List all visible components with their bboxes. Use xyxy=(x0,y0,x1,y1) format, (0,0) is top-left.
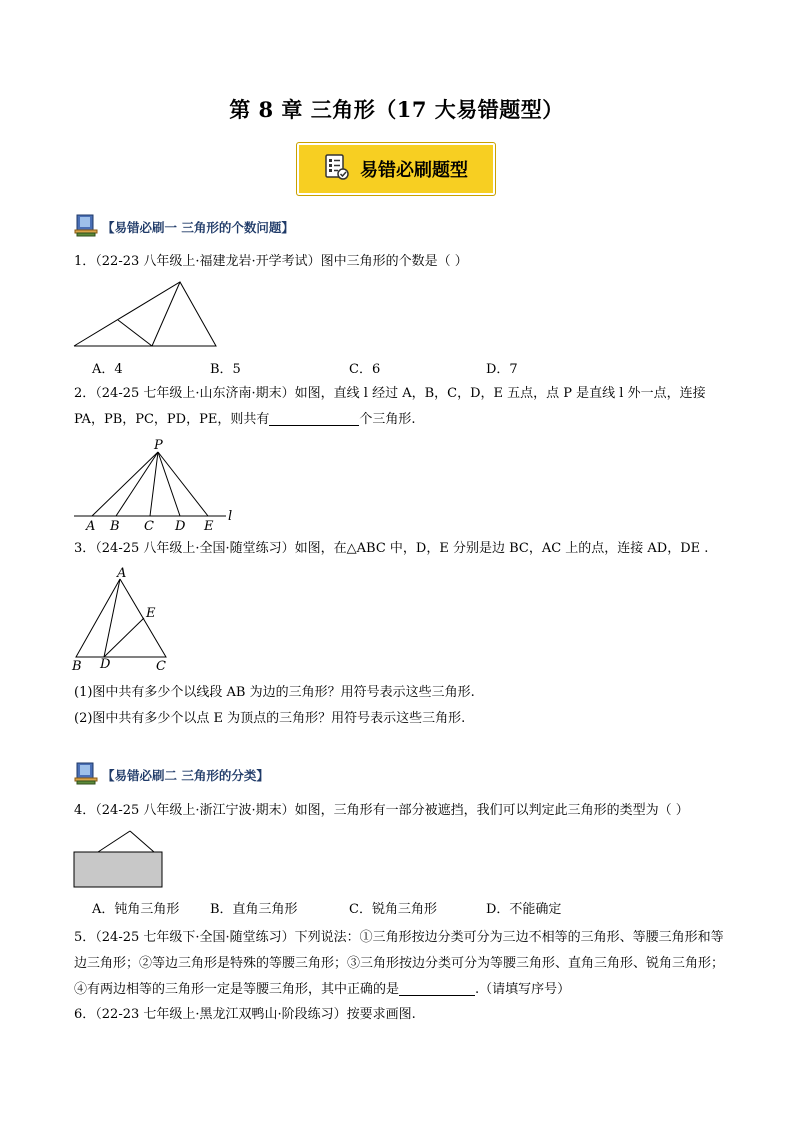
label-d: D xyxy=(100,657,111,671)
option-a[interactable]: A．钝角三角形 xyxy=(92,902,180,917)
question-3-figure xyxy=(70,565,180,671)
section-heading-2 xyxy=(74,760,269,789)
label-e: E xyxy=(146,606,156,621)
question-1-text: 1．（22-23 八年级上·福建龙岩·开学考试）图中三角形的个数是（ ） xyxy=(74,254,468,269)
question-2-line-1: 2．（24-25 七年级上·山东济南·期末）如图，直线 l 经过 A，B，C，D，E 五点，点 P 是直线 l 外一点，连接 xyxy=(74,386,706,401)
question-5-text xyxy=(74,925,724,1003)
label-d: D xyxy=(175,519,186,532)
answer-blank[interactable] xyxy=(269,411,359,426)
question-2-text-pre: PA，PB，PC，PD，PE，则共有 xyxy=(74,412,270,427)
option-a[interactable]: A．4 xyxy=(92,362,123,377)
checklist-icon xyxy=(324,153,350,186)
label-a: A xyxy=(86,519,96,532)
label-c: C xyxy=(144,519,154,532)
question-4-options xyxy=(0,898,793,918)
page-title: 第 8 章 三角形（17 大易错题型） xyxy=(229,97,564,122)
badge-label: 易错必刷题型 xyxy=(360,160,468,181)
label-c: C xyxy=(156,659,166,671)
answer-blank[interactable] xyxy=(399,981,475,996)
label-a: A xyxy=(117,566,127,581)
section-label: 【易错必刷一 三角形的个数问题】 xyxy=(102,219,294,235)
question-6-text: 6．（22-23 七年级上·黑龙江双鸭山·阶段练习）按要求画图. xyxy=(74,1007,416,1022)
book-stack-icon xyxy=(74,760,100,789)
question-3-sub-2: (2)图中共有多少个以点 E 为顶点的三角形？用符号表示这些三角形. xyxy=(74,711,466,726)
question-2-text-post: 个三角形. xyxy=(359,412,416,427)
label-e: E xyxy=(204,519,214,532)
label-b: B xyxy=(110,519,120,532)
option-b[interactable]: B．直角三角形 xyxy=(210,902,298,917)
option-b[interactable]: B．5 xyxy=(210,362,241,377)
question-5-text-pre: 5．（24-25 七年级下·全国·随堂练习）下列说法：①三角形按边分类可分为三边不相等的三角形、等腰三角形和等边三角形；②等边三角形是特殊的等腰三角形；③三角形按边分类可分为等腰三角形、直角三角形、锐角三角形；④有两边相等的三角形一定是等腰三角形，其中正确的是 xyxy=(74,930,725,997)
option-c[interactable]: C．6 xyxy=(349,362,381,377)
question-5-text-post: .（请填写序号） xyxy=(475,982,571,997)
label-p: P xyxy=(154,438,163,453)
option-d[interactable]: D．不能确定 xyxy=(486,902,562,917)
question-4-figure xyxy=(72,828,164,890)
option-d[interactable]: D．7 xyxy=(486,362,518,377)
badge-easy-mistake xyxy=(296,142,496,196)
question-3-text: 3．（24-25 八年级上·全国·随堂练习）如图，在△ABC 中，D，E 分别是边 BC，AC 上的点，连接 AD，DE . xyxy=(74,541,709,556)
label-l: l xyxy=(228,509,233,524)
label-b: B xyxy=(72,659,82,671)
book-stack-icon xyxy=(74,212,100,241)
question-2-figure xyxy=(70,436,240,532)
cover-rectangle xyxy=(74,852,162,887)
question-4-text: 4．（24-25 八年级上·浙江宁波·期末）如图，三角形有一部分被遮挡，我们可以判定此三角形的类型为（ ） xyxy=(74,803,689,818)
question-1-figure xyxy=(70,278,220,350)
question-2-line-2 xyxy=(74,410,415,430)
question-3-sub-1: (1)图中共有多少个以线段 AB 为边的三角形？用符号表示这些三角形. xyxy=(74,685,475,700)
option-c[interactable]: C．锐角三角形 xyxy=(349,902,437,917)
question-1-options xyxy=(0,358,793,378)
section-label: 【易错必刷二 三角形的分类】 xyxy=(102,767,269,783)
section-heading-1 xyxy=(74,212,294,241)
